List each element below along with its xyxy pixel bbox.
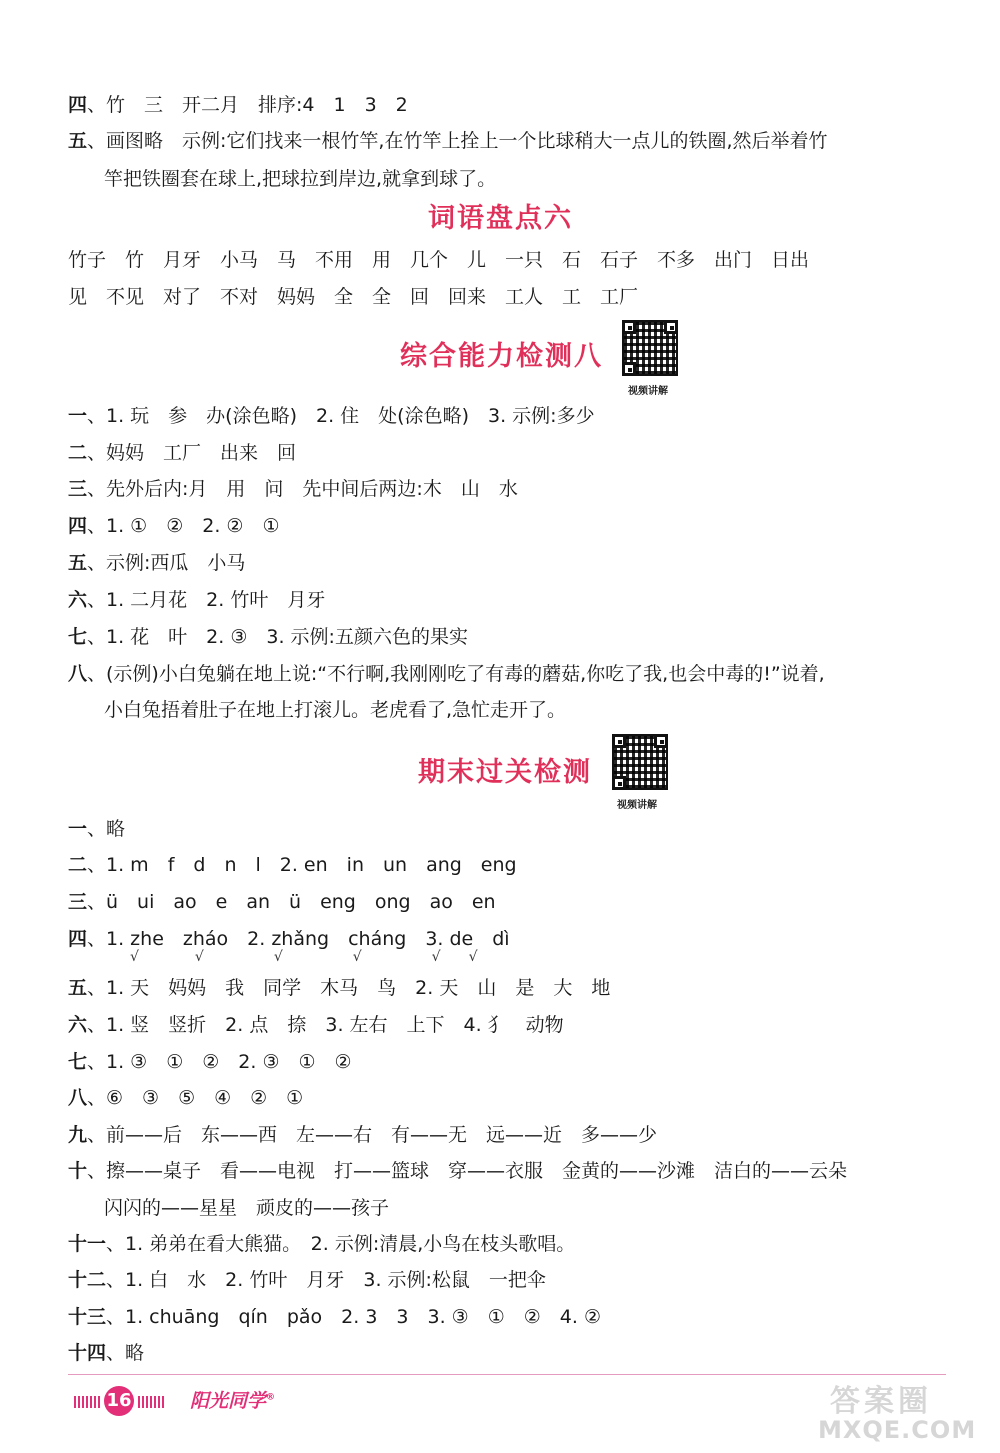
- answer-text: 、略: [106, 1342, 145, 1364]
- answer-text: 、1. ③ ① ② 2. ③ ① ②: [87, 1051, 352, 1073]
- answer-text: 竿把铁圈套在球上,把球拉到岸边,就拿到球了。: [104, 168, 497, 190]
- answer-line: [68, 1049, 352, 1075]
- footer-divider: [68, 1374, 946, 1375]
- question-number: 四: [68, 928, 88, 950]
- question-number: 七: [68, 626, 88, 648]
- question-number: 二: [68, 442, 88, 464]
- question-number: 十: [68, 1160, 88, 1182]
- answer-line: [68, 550, 245, 576]
- answer-line: [68, 624, 468, 650]
- answer-text: 、1. 花 叶 2. ③ 3. 示例:五颜六色的果实: [87, 626, 468, 648]
- answer-text: 、1. 天 妈妈 我 同学 木马 鸟 2. 天 山 是 大 地: [87, 977, 611, 999]
- question-number: 四: [68, 94, 88, 116]
- question-number: 四: [68, 515, 88, 537]
- answer-line: [68, 1231, 575, 1257]
- answer-line: [68, 975, 610, 1001]
- question-number: 一: [68, 405, 88, 427]
- question-number: 三: [68, 478, 88, 500]
- question-number: 三: [68, 891, 88, 913]
- watermark-title: 答案圈: [830, 1384, 932, 1419]
- answer-text: 、1. 弟弟在看大熊猫。 2. 示例:清晨,小鸟在枝头歌唱。: [106, 1233, 576, 1255]
- answer-text: 、前——后 东——西 左——右 有——无 远——近 多——少: [87, 1124, 658, 1146]
- answer-line-wu: [68, 128, 828, 154]
- qr-caption: 视频讲解: [628, 386, 668, 397]
- answer-line: [68, 587, 325, 613]
- tone-check-marks: √ √ √ √ √ √: [130, 949, 478, 965]
- answer-text: 、先外后内:月 用 问 先中间后两边:木 山 水: [87, 478, 518, 500]
- answer-line: [68, 1304, 601, 1330]
- answer-line: [104, 1195, 389, 1221]
- decor-bars-left: [74, 1396, 100, 1408]
- answer-line: [68, 1085, 303, 1111]
- watermark: [800, 1376, 980, 1446]
- section-title-ciyu: 词语盘点六: [428, 203, 573, 234]
- answer-text: 、画图略 示例:它们找来一根竹竿,在竹竿上拴上一个比球稍大一点儿的铁圈,然后举着竹: [87, 130, 828, 152]
- question-number: 八: [68, 663, 88, 685]
- page-number-badge: [74, 1386, 164, 1416]
- answer-line: [68, 1267, 546, 1293]
- answer-line: [68, 440, 296, 466]
- answer-text: 、ü ui ao e an ü eng ong ao en: [87, 891, 496, 913]
- question-number: 一: [68, 818, 88, 840]
- question-number: 七: [68, 1051, 88, 1073]
- question-number: 十一: [68, 1233, 107, 1255]
- page-number: 16: [104, 1386, 134, 1416]
- answer-line: [68, 1122, 657, 1148]
- answer-text: 、竹 三 开二月 排序:4 1 3 2: [87, 94, 408, 116]
- answer-text: 闪闪的——星星 顽皮的——孩子: [104, 1197, 390, 1219]
- qr-code-icon[interactable]: [612, 734, 668, 790]
- question-number: 六: [68, 1014, 88, 1036]
- question-number: 二: [68, 854, 88, 876]
- brand-name: 阳光同学: [190, 1390, 267, 1412]
- answer-line: [68, 1158, 847, 1184]
- answer-line: [104, 697, 566, 723]
- answer-line: [68, 513, 279, 539]
- word-list-row-1: 竹子 竹 月牙 小马 马 不用 用 几个 儿 一只 石 石子 不多 出门 日出: [68, 249, 810, 271]
- watermark-url: MXQE.COM: [818, 1416, 977, 1444]
- question-number: 八: [68, 1087, 88, 1109]
- answer-text: 小白兔捂着肚子在地上打滚儿。老虎看了,急忙走开了。: [104, 699, 567, 721]
- answer-text: 、1. 白 水 2. 竹叶 月牙 3. 示例:松鼠 一把伞: [106, 1269, 546, 1291]
- answer-text: 、1. ① ② 2. ② ①: [87, 515, 280, 537]
- brand-logo: [190, 1386, 275, 1413]
- answer-line-wu-cont: [104, 166, 496, 192]
- answer-text: 、妈妈 工厂 出来 回: [87, 442, 297, 464]
- answer-text: 、1. 竖 竖折 2. 点 捺 3. 左右 上下 4. 犭 动物: [87, 1014, 564, 1036]
- section-title-qimo: 期末过关检测: [418, 757, 592, 788]
- answer-text: 、1. 玩 参 办(涂色略) 2. 住 处(涂色略) 3. 示例:多少: [87, 405, 595, 427]
- question-number: 十三: [68, 1306, 107, 1328]
- answer-text: 、⑥ ③ ⑤ ④ ② ①: [87, 1087, 304, 1109]
- answer-text: 、1. chuāng qín pǎo 2. 3 3 3. ③ ① ② 4. ②: [106, 1306, 601, 1328]
- answer-line: [68, 852, 517, 878]
- answer-text: 、略: [87, 818, 126, 840]
- answer-text: 、1. m f d n l 2. en in un ang eng: [87, 854, 517, 876]
- question-number: 十二: [68, 1269, 107, 1291]
- qr-caption: 视频讲解: [617, 800, 657, 811]
- answer-line: [68, 816, 125, 842]
- answer-line: [68, 476, 518, 502]
- question-number: 九: [68, 1124, 88, 1146]
- question-number: 十四: [68, 1342, 107, 1364]
- answer-line: [68, 1012, 564, 1038]
- answer-text: 、擦——桌子 看——电视 打——篮球 穿——衣服 金黄的——沙滩 洁白的——云朵: [87, 1160, 848, 1182]
- answer-text: 、1. zhe zháo 2. zhǎng cháng 3. de dì: [87, 928, 510, 950]
- answer-text: 、示例:西瓜 小马: [87, 552, 246, 574]
- answer-line: [68, 403, 595, 429]
- qr-code-icon[interactable]: [622, 320, 678, 376]
- question-number: 五: [68, 130, 88, 152]
- question-number: 六: [68, 589, 88, 611]
- registered-mark: ®: [266, 1392, 276, 1403]
- answer-text: 、(示例)小白兔躺在地上说:“不行啊,我刚刚吃了有毒的蘑菇,你吃了我,也会中毒的!”说着,: [87, 663, 825, 685]
- answer-line-si: [68, 92, 408, 118]
- section-title-zonghe: 综合能力检测八: [400, 341, 603, 372]
- decor-bars-right: [138, 1396, 164, 1408]
- answer-text: 、1. 二月花 2. 竹叶 月牙: [87, 589, 326, 611]
- question-number: 五: [68, 977, 88, 999]
- answer-line: [68, 661, 825, 687]
- answer-line: [68, 889, 496, 915]
- question-number: 五: [68, 552, 88, 574]
- answer-line: [68, 1340, 144, 1366]
- word-list-row-2: 见 不见 对了 不对 妈妈 全 全 回 回来 工人 工 工厂: [68, 286, 639, 308]
